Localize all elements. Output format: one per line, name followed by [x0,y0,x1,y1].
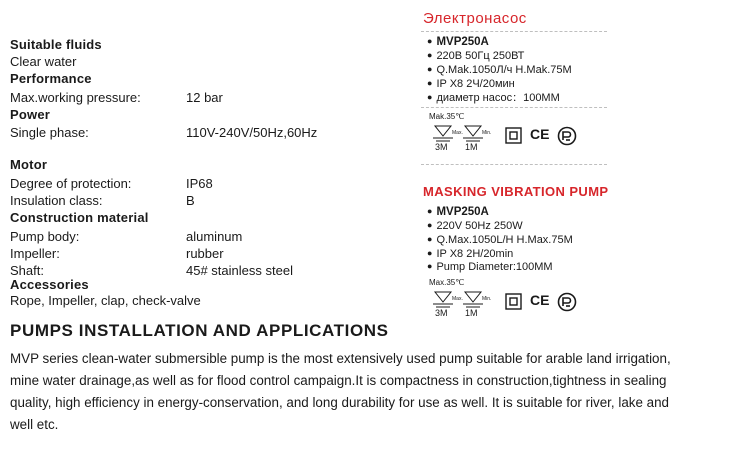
divider [421,107,607,108]
label-en-temp: Max.35℃ [429,278,465,287]
insulation-row [10,193,310,208]
paragraph-line: MVP series clean-water submersible pump is the most extensively used pump suitable for arable land irrigation, [10,351,671,366]
suitable-fluids-value: Clear water [10,54,77,69]
paragraph-line: well etc. [10,417,59,432]
suitable-fluids-heading: Suitable fluids [10,37,102,52]
insulation-value: B [186,193,195,208]
label-ru-title: Электронасос [423,10,527,27]
label-en-cable-1: 3M [435,308,448,318]
label-en-line-1-text: 220V 50Hz 250W [436,220,523,232]
divider [421,31,607,32]
label-ru-cable-1: 3M [435,142,448,152]
installation-heading: PUMPS INSTALLATION AND APPLICATIONS [10,321,389,340]
square-double-insulation-icon [505,293,523,311]
shaft-value: 45# stainless steel [186,263,293,278]
divider [421,164,607,165]
protection-value: IP68 [186,176,213,191]
construction-heading: Construction material [10,210,149,225]
label-russian [421,10,730,170]
installation-paragraph [10,348,725,436]
label-ru-line-2: ● Q.Mak.1050Л/ч H.Mak.75M [427,64,572,76]
ce-mark-icon: CE [530,292,550,308]
label-en-sub2: Min. [482,296,492,302]
square-double-insulation-icon [505,127,523,145]
label-ru-cable-2: 1M [465,142,478,152]
label-ru-line-4: ● диаметр насос：100MM [427,92,560,104]
label-ru-sub1: Max. [452,130,463,136]
single-phase-row [10,125,370,140]
impeller-label: Impeller: [10,246,60,261]
label-ru-line-3-text: IP X8 2Ч/20мин [436,78,515,90]
label-en-line-2: ● Q.Max.1050L/H H.Max.75M [427,234,573,246]
label-en-line-3: ● IP X8 2H/20min [427,248,514,260]
label-ru-sub2: Min. [482,130,492,136]
label-ru-line-1-text: 220В 50Гц 250ВТ [436,50,525,62]
label-en-line-4-text: Pump Diameter:100MM [436,261,553,273]
protection-row [10,176,310,191]
insulation-label: Insulation class: [10,193,103,208]
rostest-icon [557,126,577,146]
label-en-line-3-text: IP X8 2H/20min [436,248,514,260]
label-en-title: MASKING VIBRATION PUMP [423,184,609,199]
max-pressure-label: Max.working pressure: [10,90,141,105]
label-en-line-4: ● Pump Diameter:100MM [427,261,553,273]
pump-body-row [10,229,310,244]
accessories-heading: Accessories [10,277,89,292]
label-ru-line-2-text: Q.Mak.1050Л/ч H.Mak.75M [436,64,572,76]
label-ru-model: ● MVP250A [427,36,489,48]
shaft-row [10,263,330,278]
power-heading: Power [10,107,51,122]
label-ru-model-text: MVP250A [436,36,489,48]
label-ru-line-3: ● IP X8 2Ч/20мин [427,78,515,90]
shaft-label: Shaft: [10,263,44,278]
label-en-cable-2: 1M [465,308,478,318]
impeller-value: rubber [186,246,224,261]
single-phase-label: Single phase: [10,125,89,140]
performance-heading: Performance [10,71,92,86]
label-en-sub1: Max. [452,296,463,302]
accessories-value: Rope, Impeller, clap, check-valve [10,293,201,308]
label-en-line-2-text: Q.Max.1050L/H H.Max.75M [436,234,573,246]
label-ru-icons [427,112,587,164]
max-pressure-row [10,90,310,105]
label-english [421,184,730,324]
label-ru-temp: Mak.35℃ [429,112,465,121]
pump-body-value: aluminum [186,229,243,244]
max-pressure-value: 12 bar [186,90,223,105]
paragraph-line: mine water drainage,as well as for flood control campaign.It is compactness in construction,tightness in sealing [10,373,667,388]
paragraph-line: quality, high efficiency in energy-conservation, and long durability for use as well. It is suitable for river, lake and [10,395,669,410]
pump-body-label: Pump body: [10,229,80,244]
label-en-model-text: MVP250A [436,206,489,218]
ce-mark-icon: CE [530,126,550,142]
single-phase-value: 110V-240V/50Hz,60Hz [186,125,318,140]
label-en-icons [427,278,587,324]
motor-heading: Motor [10,157,48,172]
impeller-row [10,246,310,261]
label-ru-line-4-text: диаметр насос：100MM [436,92,560,104]
protection-label: Degree of protection: [10,176,132,191]
label-en-model: ● MVP250A [427,206,489,218]
label-ru-line-1: ● 220В 50Гц 250ВТ [427,50,525,62]
label-en-line-1: ● 220V 50Hz 250W [427,220,523,232]
rostest-icon [557,292,577,312]
